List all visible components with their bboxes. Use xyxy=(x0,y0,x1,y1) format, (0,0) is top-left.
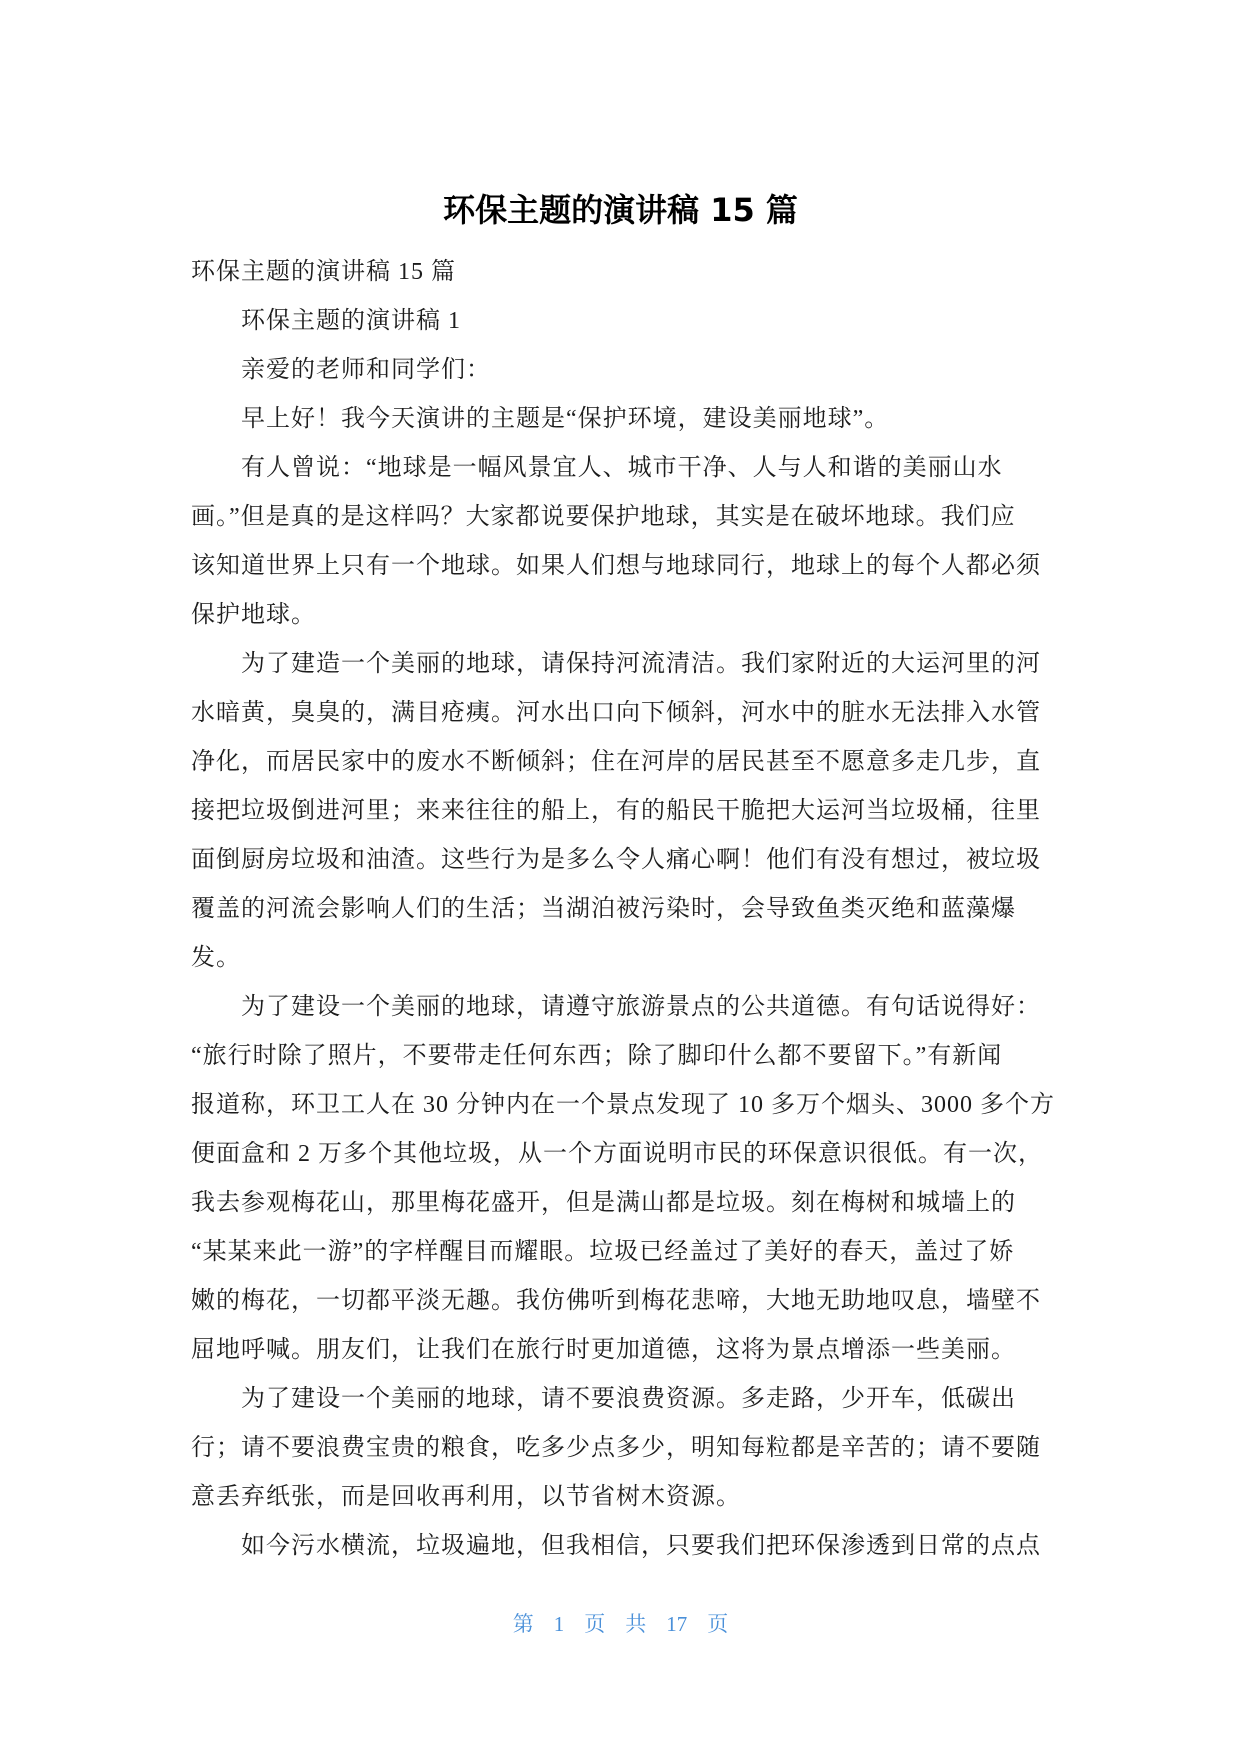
paragraph xyxy=(191,1522,1046,1571)
text-line: 有人曾说：“地球是一幅风景宜人、城市干净、人与人和谐的美丽山水 xyxy=(241,455,1003,481)
text-line: 我去参观梅花山，那里梅花盛开，但是满山都是垃圾。刻在梅树和城墙上的 xyxy=(191,1190,1016,1216)
page-label-prefix: 第 xyxy=(512,1612,534,1636)
paragraph xyxy=(191,395,1046,444)
text-line: “某某来此一游”的字样醒目而耀眼。垃圾已经盖过了美好的春天，盖过了娇 xyxy=(191,1239,1015,1265)
text-line: 画。”但是真的是这样吗？大家都说要保护地球，其实是在破坏地球。我们应 xyxy=(191,504,1016,530)
text-line: 行；请不要浪费宝贵的粮食，吃多少点多少，明知每粒都是辛苦的；请不要随 xyxy=(191,1435,1041,1461)
text-line: 报道称，环卫工人在 30 分钟内在一个景点发现了 10 多万个烟头、3000 多个方 xyxy=(191,1092,1055,1118)
paragraph xyxy=(191,983,1055,1375)
document-subtitle: 环保主题的演讲稿 15 篇 xyxy=(191,259,456,285)
text-line: 便面盒和 2 万多个其他垃圾，从一个方面说明市民的环保意识很低。有一次， xyxy=(191,1141,1043,1167)
text-line: 为了建造一个美丽的地球，请保持河流清洁。我们家附近的大运河里的河 xyxy=(241,651,1041,677)
text-line: 接把垃圾倒进河里；来来往往的船上，有的船民干脆把大运河当垃圾桶，往里 xyxy=(191,798,1041,824)
current-page-number: 1 xyxy=(553,1612,565,1636)
text-line: “旅行时除了照片，不要带走任何东西；除了脚印什么都不要留下。”有新闻 xyxy=(191,1043,1003,1069)
text-line: 意丢弃纸张，而是回收再利用，以节省树木资源。 xyxy=(191,1484,741,1510)
text-line: 早上好！我今天演讲的主题是“保护环境，建设美丽地球”。 xyxy=(241,406,890,432)
text-line: 如今污水横流，垃圾遍地，但我相信，只要我们把环保渗透到日常的点点 xyxy=(241,1533,1041,1559)
total-page-count: 17 xyxy=(666,1612,688,1636)
page-footer xyxy=(0,1611,1241,1637)
text-line: 发。 xyxy=(191,945,241,971)
paragraph xyxy=(191,640,1046,983)
page-label-suffix: 页 xyxy=(584,1612,606,1636)
text-line: 为了建设一个美丽的地球，请遵守旅游景点的公共道德。有句话说得好： xyxy=(241,994,1041,1020)
total-label-suffix: 页 xyxy=(707,1612,729,1636)
paragraph xyxy=(191,346,1046,395)
text-line: 环保主题的演讲稿 1 xyxy=(241,308,461,334)
text-line: 屈地呼喊。朋友们，让我们在旅行时更加道德，这将为景点增添一些美丽。 xyxy=(191,1337,1016,1363)
text-line: 保护地球。 xyxy=(191,602,316,628)
text-line: 净化，而居民家中的废水不断倾斜；住在河岸的居民甚至不愿意多走几步，直 xyxy=(191,749,1041,775)
document-title: 环保主题的演讲稿 15 篇 xyxy=(443,191,798,229)
total-label-prefix: 共 xyxy=(625,1612,647,1636)
text-line: 为了建设一个美丽的地球，请不要浪费资源。多走路，少开车，低碳出 xyxy=(241,1386,1016,1412)
text-line: 亲爱的老师和同学们： xyxy=(241,357,491,383)
text-line: 覆盖的河流会影响人们的生活；当湖泊被污染时，会导致鱼类灭绝和蓝藻爆 xyxy=(191,896,1016,922)
text-line: 水暗黄，臭臭的，满目疮痍。河水出口向下倾斜，河水中的脏水无法排入水管 xyxy=(191,700,1041,726)
document-body xyxy=(191,248,1055,1571)
text-line: 面倒厨房垃圾和油渣。这些行为是多么令人痛心啊！他们有没有想过，被垃圾 xyxy=(191,847,1041,873)
text-line: 嫩的梅花，一切都平淡无趣。我仿佛听到梅花悲啼，大地无助地叹息，墙壁不 xyxy=(191,1288,1041,1314)
paragraph xyxy=(191,1375,1046,1522)
paragraph xyxy=(191,444,1046,640)
text-line: 该知道世界上只有一个地球。如果人们想与地球同行，地球上的每个人都必须 xyxy=(191,553,1041,579)
paragraph xyxy=(191,297,1046,346)
